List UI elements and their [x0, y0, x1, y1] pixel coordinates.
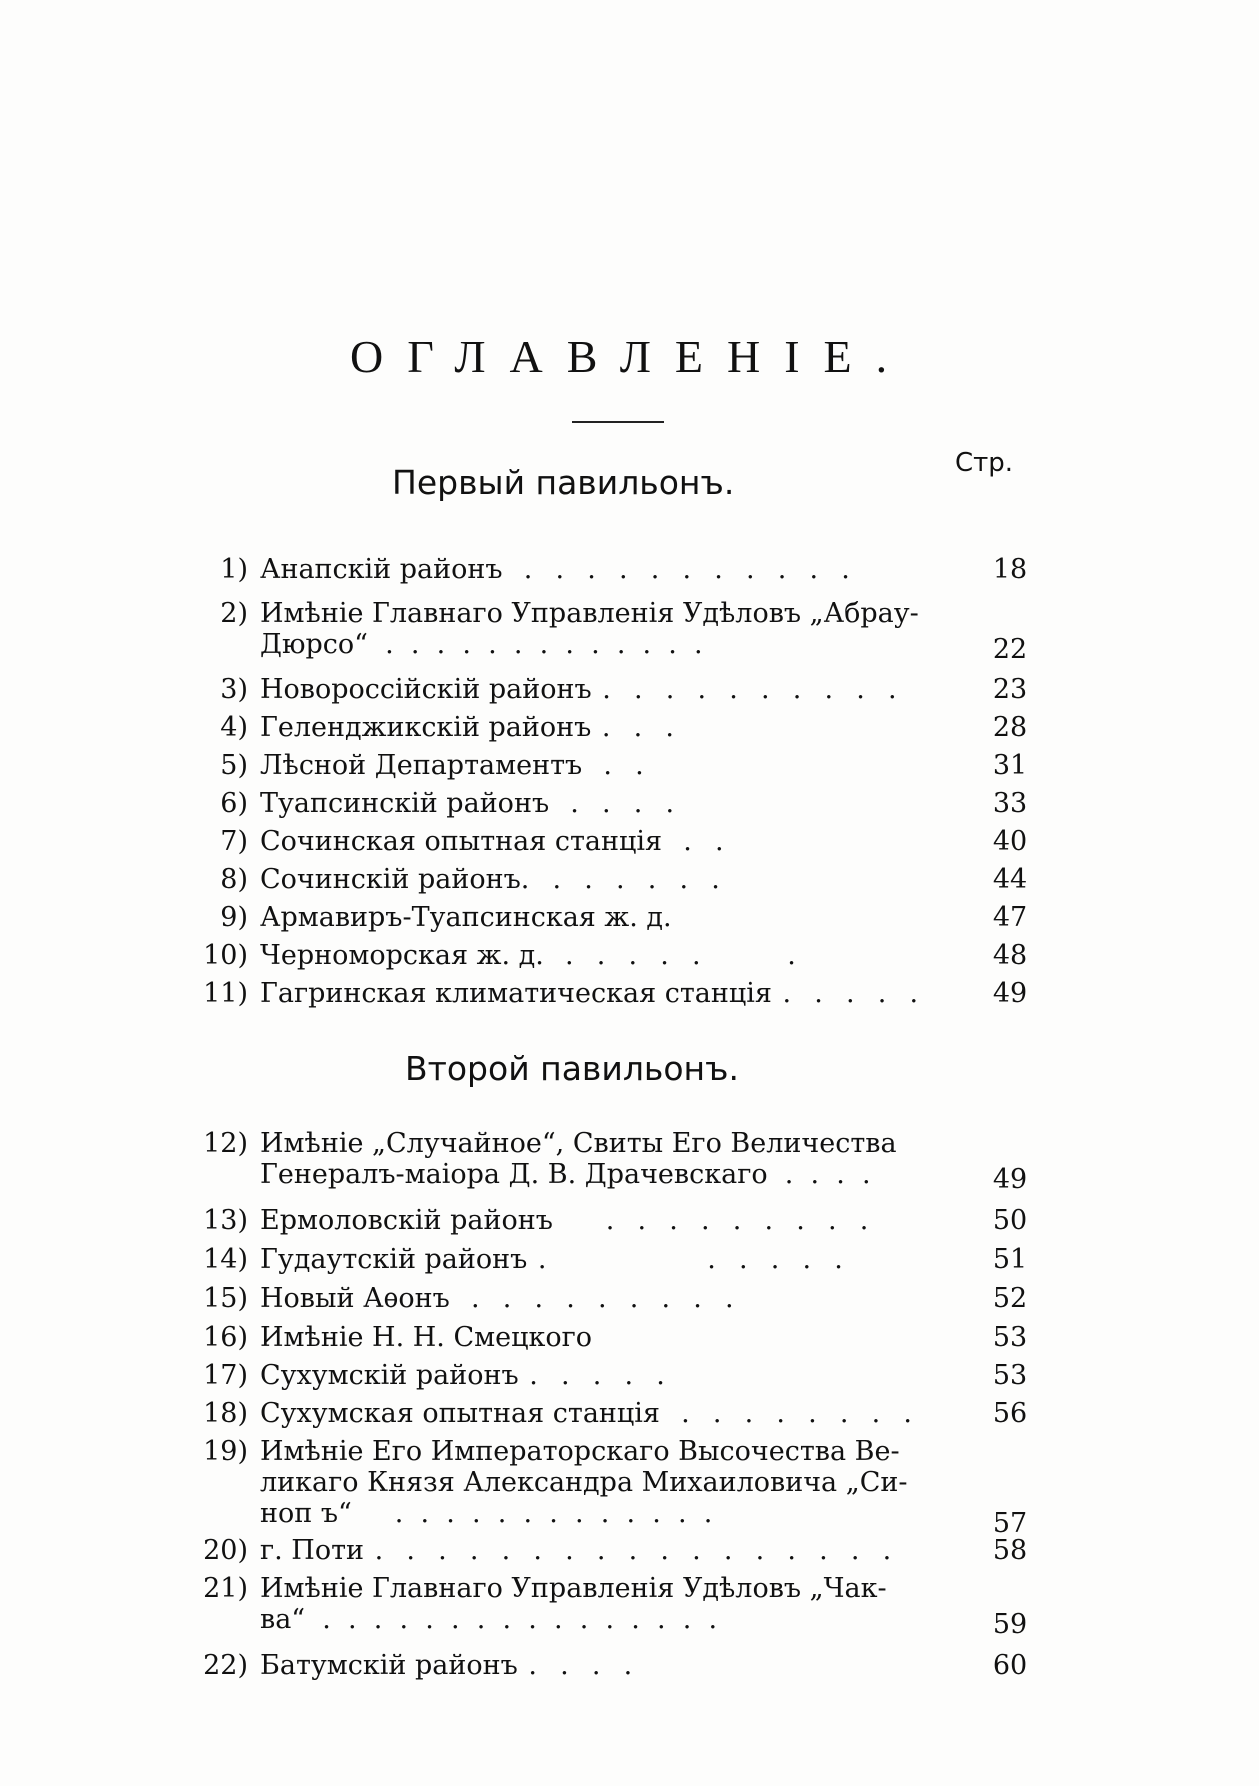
toc-leader-dots: . . . . . . . . . — [449, 1283, 736, 1314]
toc-entry-page: 31 — [992, 750, 1028, 781]
toc-entry-number: 4) — [220, 712, 248, 743]
toc-entry-title-text: Геленджикскій районъ — [260, 712, 592, 743]
toc-entry-title-line: Дюрсо“ . . . . . . . . . . . . . — [260, 629, 703, 660]
toc-entry-page: 49 — [992, 1164, 1028, 1195]
toc-entry-title-text: Анапскій районъ — [260, 554, 503, 585]
toc-leader-dots: . . . . . . . . . — [552, 1205, 871, 1236]
toc-entry-page: 23 — [992, 674, 1028, 705]
toc-entry-title-text: Сочинскій районъ — [260, 864, 521, 895]
toc-leader-dots: . . . . . — [771, 978, 921, 1009]
title-divider — [572, 421, 664, 423]
toc-entry-title — [260, 902, 950, 933]
toc-entry-number: 2) — [220, 598, 248, 629]
toc-entry-page: 33 — [992, 788, 1028, 819]
toc-leader-dots: . . . . . . . . . . — [591, 674, 899, 705]
toc-entry-number: 3) — [220, 674, 248, 705]
toc-entry-number: 1) — [220, 554, 248, 585]
toc-leader-dots: . . . . — [549, 788, 677, 819]
toc-entry-title-line: Имѣніе Главнаго Управленія Удѣловъ „Чак- — [260, 1573, 887, 1604]
toc-entry-title — [260, 598, 950, 660]
toc-leader-dots: . . . . . . — [543, 940, 798, 971]
toc-entry-title-line: Имѣніе Главнаго Управленія Удѣловъ „Абрау- — [260, 598, 919, 629]
toc-entry-title-text: Армавиръ-Туапсинская ж. д. — [260, 902, 672, 933]
toc-leader-dots: . . . . . . — [527, 1244, 845, 1275]
toc-entry-page: 47 — [992, 902, 1028, 933]
toc-entry-title — [260, 978, 950, 1009]
toc-entry-title-line: Имѣніе Его Императорскаго Высочества Ве- — [260, 1436, 900, 1467]
section-heading-second: Второй павильонъ. — [405, 1049, 739, 1088]
toc-entry-title-line: ликаго Князя Александра Михаиловича „Си- — [260, 1467, 908, 1498]
toc-entry-title-line: ноп ъ“ . . . . . . . . . . . . . — [260, 1498, 713, 1529]
toc-leader-dots: . . . . . — [518, 1360, 667, 1391]
toc-entry-title — [260, 554, 950, 585]
toc-entry-number: 16) — [203, 1322, 248, 1353]
toc-entry-title — [260, 1650, 950, 1681]
toc-entry-page: 56 — [992, 1398, 1028, 1429]
toc-entry-number: 12) — [203, 1128, 248, 1159]
toc-entry-title-text: Сочинская опытная станція — [260, 826, 663, 857]
toc-entry-title-text: Сухумскій районъ — [260, 1360, 519, 1391]
toc-entry-number: 7) — [220, 826, 248, 857]
toc-entry-title — [260, 1535, 950, 1566]
toc-leader-dots: . . . . . . . . — [659, 1398, 914, 1429]
toc-entry-page: 51 — [992, 1244, 1028, 1275]
toc-entry-title-text: Новороссійскій районъ — [260, 674, 592, 705]
toc-entry-title — [260, 712, 950, 743]
toc-entry-number: 8) — [220, 864, 248, 895]
toc-entry-title — [260, 1573, 950, 1635]
toc-entry-title-text: Гагринская климатическая станція — [260, 978, 772, 1009]
toc-entry-number: 9) — [220, 902, 248, 933]
toc-entry-page: 53 — [992, 1322, 1028, 1353]
toc-entry-title-text: Туапсинскій районъ — [260, 788, 550, 819]
toc-entry-title — [260, 674, 950, 705]
toc-entry-number: 11) — [203, 978, 248, 1009]
toc-entry-page: 53 — [992, 1360, 1028, 1391]
toc-entry-title — [260, 1283, 950, 1314]
toc-entry-title-text: Сухумская опытная станція — [260, 1398, 660, 1429]
toc-entry-title — [260, 1436, 950, 1529]
toc-entry-title-line: Имѣніе „Случайное“, Свиты Его Величества — [260, 1128, 897, 1159]
toc-entry-title — [260, 864, 950, 895]
toc-leader-dots: . . — [662, 826, 726, 857]
toc-entry-title — [260, 826, 950, 857]
section-heading-first: Первый павильонъ. — [392, 463, 735, 502]
toc-entry-page: 52 — [992, 1283, 1028, 1314]
toc-entry-page: 48 — [992, 940, 1028, 971]
toc-entry-title — [260, 1398, 950, 1429]
toc-entry-number: 13) — [203, 1205, 248, 1236]
toc-entry-page: 57 — [992, 1508, 1028, 1539]
toc-entry-page: 58 — [992, 1535, 1028, 1566]
toc-entry-title — [260, 788, 950, 819]
toc-entry-title-text: Ермоловскій районъ — [260, 1205, 553, 1236]
toc-entry-page: 50 — [992, 1205, 1028, 1236]
toc-entry-title — [260, 1360, 950, 1391]
toc-leader-dots: . . . . . . . — [520, 864, 722, 895]
toc-entry-number: 18) — [203, 1398, 248, 1429]
toc-leader-dots: . . . . — [517, 1650, 635, 1681]
toc-leader-dots: . . . . . . . . . . . . . . . . . — [364, 1535, 894, 1566]
toc-entry-number: 20) — [203, 1535, 248, 1566]
page-title: ОГЛАВЛЕНІЕ. — [350, 331, 912, 382]
toc-entry-title-text: Батумскій районъ — [260, 1650, 518, 1681]
toc-entry-title — [260, 1244, 950, 1275]
toc-entry-page: 22 — [992, 634, 1028, 665]
toc-entry-title-text: Черноморская ж. д. — [260, 940, 544, 971]
toc-entry-title-text: Гудаутскій районъ — [260, 1244, 528, 1275]
toc-entry-title — [260, 750, 950, 781]
toc-entry-title-text: Лѣсной Департаментъ — [260, 750, 583, 781]
toc-entry-number: 14) — [203, 1244, 248, 1275]
toc-entry-number: 19) — [203, 1436, 248, 1467]
toc-entry-title-text: Имѣніе Н. Н. Смецкого — [260, 1322, 592, 1353]
toc-entry-number: 10) — [203, 940, 248, 971]
toc-leader-dots: . . . . . . . . . . . — [502, 554, 852, 585]
toc-entry-page: 18 — [992, 554, 1028, 585]
toc-entry-page: 49 — [992, 978, 1028, 1009]
toc-entry-page: 40 — [992, 826, 1028, 857]
toc-entry-title-line: Генералъ-маіора Д. В. Драчевскаго . . . . — [260, 1159, 871, 1190]
toc-entry-page: 60 — [992, 1650, 1028, 1681]
toc-entry-number: 5) — [220, 750, 248, 781]
toc-leader-dots: . . — [582, 750, 646, 781]
toc-entry-number: 15) — [203, 1283, 248, 1314]
toc-entry-number: 22) — [203, 1650, 248, 1681]
toc-entry-title — [260, 1322, 950, 1353]
toc-entry-number: 21) — [203, 1573, 248, 1604]
toc-entry-number: 17) — [203, 1360, 248, 1391]
page-column-label: Стр. — [955, 448, 1014, 478]
toc-entry-title-text: г. Поти — [260, 1535, 365, 1566]
toc-entry-title — [260, 1128, 950, 1190]
toc-entry-title — [260, 940, 950, 971]
toc-entry-number: 6) — [220, 788, 248, 819]
toc-entry-title — [260, 1205, 950, 1236]
toc-entry-page: 59 — [992, 1609, 1028, 1640]
toc-entry-page: 44 — [992, 864, 1028, 895]
toc-leader-dots: . . . — [591, 712, 677, 743]
toc-entry-page: 28 — [992, 712, 1028, 743]
toc-entry-title-line: ва“ . . . . . . . . . . . . . . . . — [260, 1604, 718, 1635]
toc-entry-title-text: Новый Аѳонъ — [260, 1283, 450, 1314]
